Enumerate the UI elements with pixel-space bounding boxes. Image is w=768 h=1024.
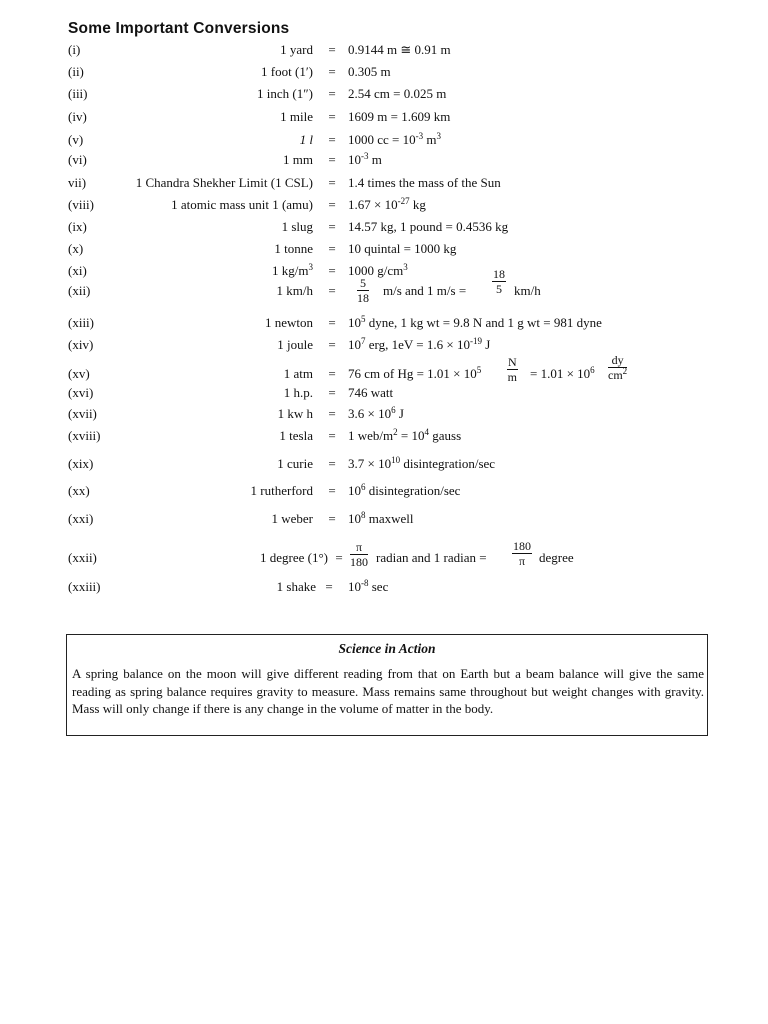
- row-value: $3.7 \times 10^{10}$ disintegration/sec: [348, 455, 496, 471]
- row-unit: 1 atomic mass unit 1 (amu): [171, 197, 313, 212]
- equals-sign: =: [328, 263, 336, 278]
- row-unit: 1 Chandra Shekher Limit (1 CSL): [135, 175, 313, 190]
- row-number: (xvi): [68, 385, 94, 400]
- row-value: $1.67 \times 10^{-27}$ kg: [348, 196, 426, 212]
- row-unit: 1 km/h: [276, 283, 313, 298]
- row-number: (xxiii): [68, 579, 101, 594]
- row-unit: 1 yard: [280, 42, 313, 57]
- equals-sign: =: [328, 366, 336, 381]
- row-unit: 1 newton: [264, 315, 313, 330]
- equals-sign: =: [328, 109, 336, 124]
- equals-sign: =: [328, 132, 336, 147]
- box-body: A spring balance on the moon will give different reading from that on Earth but a beam balance will give the same reading as spring balance requires gravity to measure. Mass remains same throughout but weight changes with gravity. Mass will only change if there is any change in the volume of matter in the body.: [72, 666, 704, 716]
- row-value: 0.305 m: [348, 64, 391, 79]
- row-value: 746 watt: [348, 385, 394, 400]
- row-unit: 1 atm: [283, 366, 313, 381]
- conversion-row: [0, 217, 768, 237]
- row-value: 10 quintal = 1000 kg: [348, 241, 457, 256]
- row-number: vii): [68, 175, 87, 190]
- row-unit: 1 slug: [281, 219, 313, 234]
- row-value: $10^7$ erg, $1eV = 1.6 \times 10^{-19}$ J: [348, 336, 491, 352]
- row-number: (xx): [68, 483, 90, 498]
- row-number: (ix): [68, 219, 87, 234]
- equals-sign: =: [328, 385, 336, 400]
- row-number: (xi): [68, 263, 87, 278]
- equals-sign: =: [328, 428, 336, 443]
- row-unit: 1 mile: [280, 109, 313, 124]
- conversion-row: [0, 261, 768, 281]
- row-value: = $1.01 \times 10^6$: [530, 365, 595, 381]
- row-value: 1.4 times the mass of the Sun: [348, 175, 501, 190]
- equals-sign: =: [328, 219, 336, 234]
- row-number: (xv): [68, 366, 90, 381]
- conversion-row: [0, 481, 768, 501]
- row-unit: 1 l: [299, 132, 313, 147]
- conversion-row: [0, 454, 768, 474]
- row-value: $10^6$ disintegration/sec: [348, 482, 461, 498]
- row-number: (iii): [68, 86, 88, 101]
- row-unit: 1 joule: [277, 337, 313, 352]
- row-unit: 1 kw h: [277, 406, 313, 421]
- row-number: (xiii): [68, 315, 94, 330]
- row-value: 0.9144 m ≅ 0.91 m: [348, 42, 451, 57]
- row-number: (xvii): [68, 406, 97, 421]
- conversion-row: [0, 426, 768, 446]
- equals-sign: =: [328, 175, 336, 190]
- equals-sign: =: [328, 241, 336, 256]
- row-value: $3.6 \times 10^6$ J: [348, 405, 404, 421]
- row-value: 1 web/$m^2 = 10^4$ gauss: [348, 427, 462, 443]
- conversion-row: [0, 239, 768, 259]
- page-title: Some Important Conversions: [68, 20, 290, 37]
- equals-sign: =: [328, 337, 336, 352]
- row-value: $10^{-3}$ m: [348, 151, 382, 167]
- row-number: (xxi): [68, 511, 94, 526]
- row-unit: 1 foot (1′): [261, 64, 313, 79]
- row-unit: 1 mm: [283, 152, 313, 167]
- equals-sign: =: [328, 483, 336, 498]
- equals-sign: =: [328, 456, 336, 471]
- row-number: (xviii): [68, 428, 101, 443]
- fraction: $\frac{180}{\pi}$: [513, 539, 531, 568]
- row-value: 76 cm of $Hg = 1.01 \times 10^5$: [348, 365, 482, 381]
- row-value: 2.54 cm = 0.025 m: [348, 86, 447, 101]
- box-title: Science in Action: [338, 641, 436, 656]
- row-number: (viii): [68, 197, 94, 212]
- equals-sign: =: [328, 283, 336, 298]
- conversion-row: [0, 313, 768, 333]
- row-value: radian and 1 radian =: [376, 550, 487, 565]
- row-number: (x): [68, 241, 84, 256]
- conversion-row: [0, 107, 768, 127]
- conversion-row: [0, 353, 768, 384]
- conversion-row: [0, 577, 768, 597]
- row-number: (vi): [68, 152, 87, 167]
- row-value: 1000 $g/cm^3$: [348, 262, 408, 278]
- row-unit: 1 curie: [277, 456, 313, 471]
- conversion-row: [0, 195, 768, 215]
- conversion-row: [0, 62, 768, 82]
- conversion-row: [0, 173, 768, 193]
- fraction: $\frac{dy}{cm^2}$: [608, 353, 628, 382]
- equals-sign: =: [328, 64, 336, 79]
- conversion-row: [0, 130, 768, 150]
- row-value-unit: km/h: [514, 283, 541, 298]
- row-value: $10^{-8}$ sec: [348, 578, 389, 594]
- conversion-row: [0, 383, 768, 403]
- row-value-unit: degree: [539, 550, 574, 565]
- row-unit: 1 tonne: [274, 241, 313, 256]
- equals-sign: =: [328, 315, 336, 330]
- row-value: 1609 m = 1.609 km: [348, 109, 451, 124]
- row-value: m/s and 1 m/s =: [383, 283, 467, 298]
- row-number: (ii): [68, 64, 84, 79]
- equals-sign: =: [328, 86, 336, 101]
- conversion-row: [0, 335, 768, 355]
- row-unit: 1 $kg/m^3$: [272, 262, 313, 278]
- conversion-row: [0, 150, 768, 170]
- row-unit: 1 h.p.: [283, 385, 313, 400]
- equals-sign: =: [328, 511, 336, 526]
- row-unit: 1 tesla: [279, 428, 313, 443]
- row-unit: 1 rutherford: [250, 483, 313, 498]
- row-unit: 1 weber: [271, 511, 313, 526]
- row-number: (xix): [68, 456, 94, 471]
- row-value: 14.57 kg, 1 pound = 0.4536 kg: [348, 219, 509, 234]
- conversion-row: [0, 539, 768, 569]
- fraction: $\frac{\pi}{180}$: [350, 540, 368, 569]
- row-value: 1000 cc = $10^{-3}$ $m^3$: [348, 131, 441, 147]
- conversion-row: [0, 404, 768, 424]
- row-unit: 1 degree (1°): [260, 550, 328, 565]
- fraction: $\frac{18}{5}$: [493, 267, 505, 296]
- row-number: (xiv): [68, 337, 94, 352]
- row-number: (i): [68, 42, 81, 57]
- row-unit: 1 inch (1″): [257, 86, 313, 101]
- row-number: (xxii): [68, 550, 97, 565]
- equals-sign: =: [325, 579, 333, 594]
- equals-sign: =: [335, 550, 343, 565]
- row-value: $10^8$ maxwell: [348, 510, 414, 526]
- science-in-action-box: [66, 634, 708, 736]
- conversion-row: [0, 40, 768, 60]
- fraction: $\frac{N}{m}$: [507, 355, 517, 384]
- equals-sign: =: [328, 197, 336, 212]
- row-unit: 1 shake: [276, 579, 316, 594]
- row-value: $10^5$ dyne, 1 kg wt = 9.8 N and 1 g wt = 981 dyne: [348, 314, 602, 330]
- equals-sign: =: [328, 406, 336, 421]
- conversion-row: [0, 84, 768, 104]
- row-number: (xii): [68, 283, 91, 298]
- equals-sign: =: [328, 42, 336, 57]
- equals-sign: =: [328, 152, 336, 167]
- conversion-row: [0, 509, 768, 529]
- row-number: (iv): [68, 109, 87, 124]
- fraction: $\frac{5}{18}$: [357, 276, 369, 305]
- row-number: (v): [68, 132, 84, 147]
